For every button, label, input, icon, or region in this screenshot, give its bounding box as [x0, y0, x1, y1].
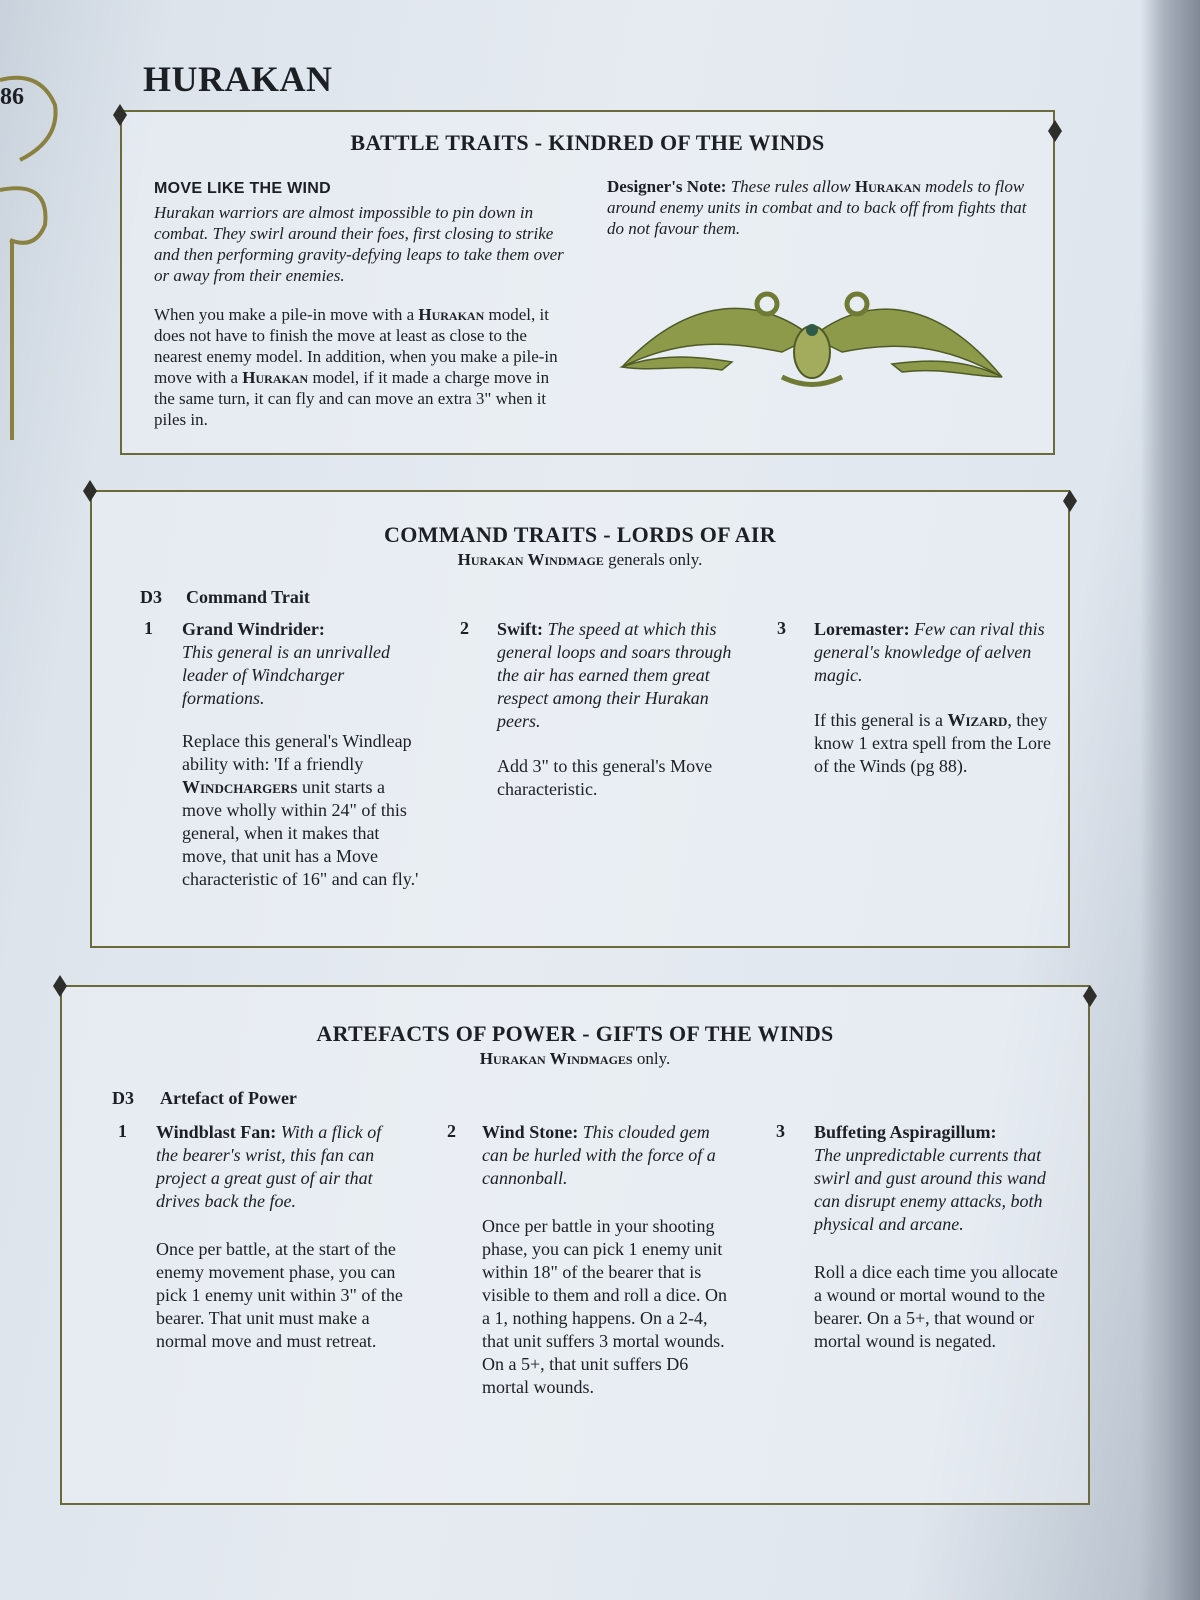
artefact-wind-stone — [482, 1121, 732, 1399]
trait-number: 2 — [460, 618, 469, 638]
artefact-number: 3 — [776, 1121, 785, 1141]
artefact-rule: Once per battle in your shooting phase, you can pick 1 enemy unit within 18" of the bearer that is visible to them and roll a dice. On a 1, nothing happens. On a 2-4, that unit suffers 3 mortal wounds. On a 5+, that unit suffers D6 mortal wounds. — [482, 1216, 727, 1397]
rule-text: model, if it made a charge move in the same turn, it can fly and can move an extra 3" when it piles in. — [154, 368, 550, 429]
trait-rule: Add 3" to this general's Move characteristic. — [497, 756, 713, 799]
trait-flavour: Few can rival this general's knowledge of aelven magic. — [814, 619, 1045, 685]
rule-text: unit starts a move wholly within 24" of this general, when it makes that move, that unit has a Move characteristic of 16" and can fly.' — [182, 777, 419, 889]
keyword-hurakan-windmage: Hurakan Windmage — [457, 550, 604, 569]
artefact-number: 2 — [447, 1121, 456, 1141]
rule-text: , they know 1 extra spell from the Lore of the Winds (pg 88). — [814, 710, 1051, 776]
rule-text: If this general is a — [814, 710, 948, 730]
note-text: These rules allow — [726, 177, 855, 196]
battle-traits-panel — [120, 110, 1055, 455]
note-label: Designer's Note: — [607, 177, 727, 196]
ability-flavour: Hurakan warriors are almost impossible to pin down in combat. They swirl around their foes, first closing to strike and then performing gravity-defying leaps to take them over or away from their enemies. — [154, 203, 564, 285]
corner-gem-icon — [83, 480, 97, 502]
rule-text: Replace this general's Windleap ability with: 'If a friendly — [182, 731, 412, 774]
designers-note — [607, 176, 1027, 239]
trait-flavour: This general is an unrivalled leader of Windcharger formations. — [182, 642, 390, 708]
battle-traits-title: BATTLE TRAITS - KINDRED OF THE WINDS — [350, 130, 825, 155]
table-header-name: Command Trait — [186, 587, 310, 607]
table-header-dice: D3 — [112, 1088, 134, 1108]
artefacts-subtitle — [62, 1049, 1088, 1069]
rule-text: When you make a pile-in move with a — [154, 305, 419, 324]
artefact-name: Wind Stone: — [482, 1122, 579, 1142]
trait-swift — [497, 618, 737, 801]
trait-number: 3 — [777, 618, 786, 638]
trait-number: 1 — [144, 618, 153, 638]
keyword-windchargers: Windchargers — [182, 777, 298, 797]
trait-name: Swift: — [497, 619, 543, 639]
artefact-windblast-fan — [156, 1121, 406, 1353]
page-title: HURAKAN — [143, 59, 333, 99]
note-text: models to flow around enemy units in combat and to back off from fights that do not favour them. — [607, 177, 1027, 238]
command-traits-title: COMMAND TRAITS - LORDS OF AIR — [384, 522, 776, 547]
subtitle-text: only. — [632, 1049, 671, 1068]
page-edge-shadow — [1140, 0, 1200, 1600]
artefact-rule: Once per battle, at the start of the enemy movement phase, you can pick 1 enemy unit within 3" of the bearer. That unit must make a normal move and must retreat. — [156, 1239, 403, 1351]
subtitle-text: generals only. — [603, 550, 703, 569]
table-header-name: Artefact of Power — [160, 1088, 297, 1108]
move-like-the-wind-block — [154, 177, 574, 430]
artefacts-panel — [60, 985, 1090, 1505]
trait-name: Grand Windrider: — [182, 619, 325, 639]
ability-title: MOVE LIKE THE WIND — [154, 180, 331, 197]
artefact-name: Windblast Fan: — [156, 1122, 277, 1142]
artefacts-title: ARTEFACTS OF POWER - GIFTS OF THE WINDS — [316, 1021, 834, 1046]
trait-flavour: The speed at which this general loops and soars through the air has earned them great respect among their Hurakan peers. — [497, 619, 732, 731]
keyword-hurakan: Hurakan — [418, 305, 485, 324]
artefact-number: 1 — [118, 1121, 127, 1141]
table-header-dice: D3 — [140, 587, 162, 607]
page-number: 86 — [0, 84, 24, 110]
corner-gem-icon — [1063, 490, 1077, 512]
trait-loremaster — [814, 618, 1054, 778]
trait-grand-windrider — [182, 618, 422, 891]
keyword-hurakan: Hurakan — [854, 177, 921, 196]
winged-emblem-icon — [612, 282, 1012, 392]
artefact-buffeting-aspiragillum — [814, 1121, 1059, 1353]
keyword-wizard: Wizard — [947, 710, 1008, 730]
ability-rule — [154, 304, 574, 430]
artefact-rule: Roll a dice each time you allocate a wound or mortal wound to the bearer. On a 5+, that wound or mortal wound is negated. — [814, 1262, 1058, 1351]
corner-gem-icon — [113, 104, 127, 126]
trait-rule — [814, 709, 1054, 778]
keyword-hurakan: Hurakan — [242, 368, 309, 387]
trait-name: Loremaster: — [814, 619, 910, 639]
command-traits-subtitle — [92, 550, 1068, 570]
artefact-name: Buffeting Aspiragillum: — [814, 1122, 997, 1142]
decorative-border-ornament — [0, 60, 70, 440]
keyword-hurakan-windmages: Hurakan Windmages — [479, 1049, 633, 1068]
artefact-flavour: With a flick of the bearer's wrist, this fan can project a great gust of air that drives back the foe. — [156, 1122, 382, 1211]
corner-gem-icon — [1083, 985, 1097, 1007]
trait-rule — [182, 730, 422, 891]
artefact-flavour: The unpredictable currents that swirl and gust around this wand can disrupt enemy attacks, both physical and arcane. — [814, 1145, 1046, 1234]
rule-text: model, it does not have to finish the move at least as close to the nearest enemy model. In addition, when you make a pile-in move with a — [154, 305, 558, 387]
corner-gem-icon — [53, 975, 67, 997]
artefact-flavour: This clouded gem can be hurled with the force of a cannonball. — [482, 1122, 716, 1188]
command-traits-panel — [90, 490, 1070, 948]
